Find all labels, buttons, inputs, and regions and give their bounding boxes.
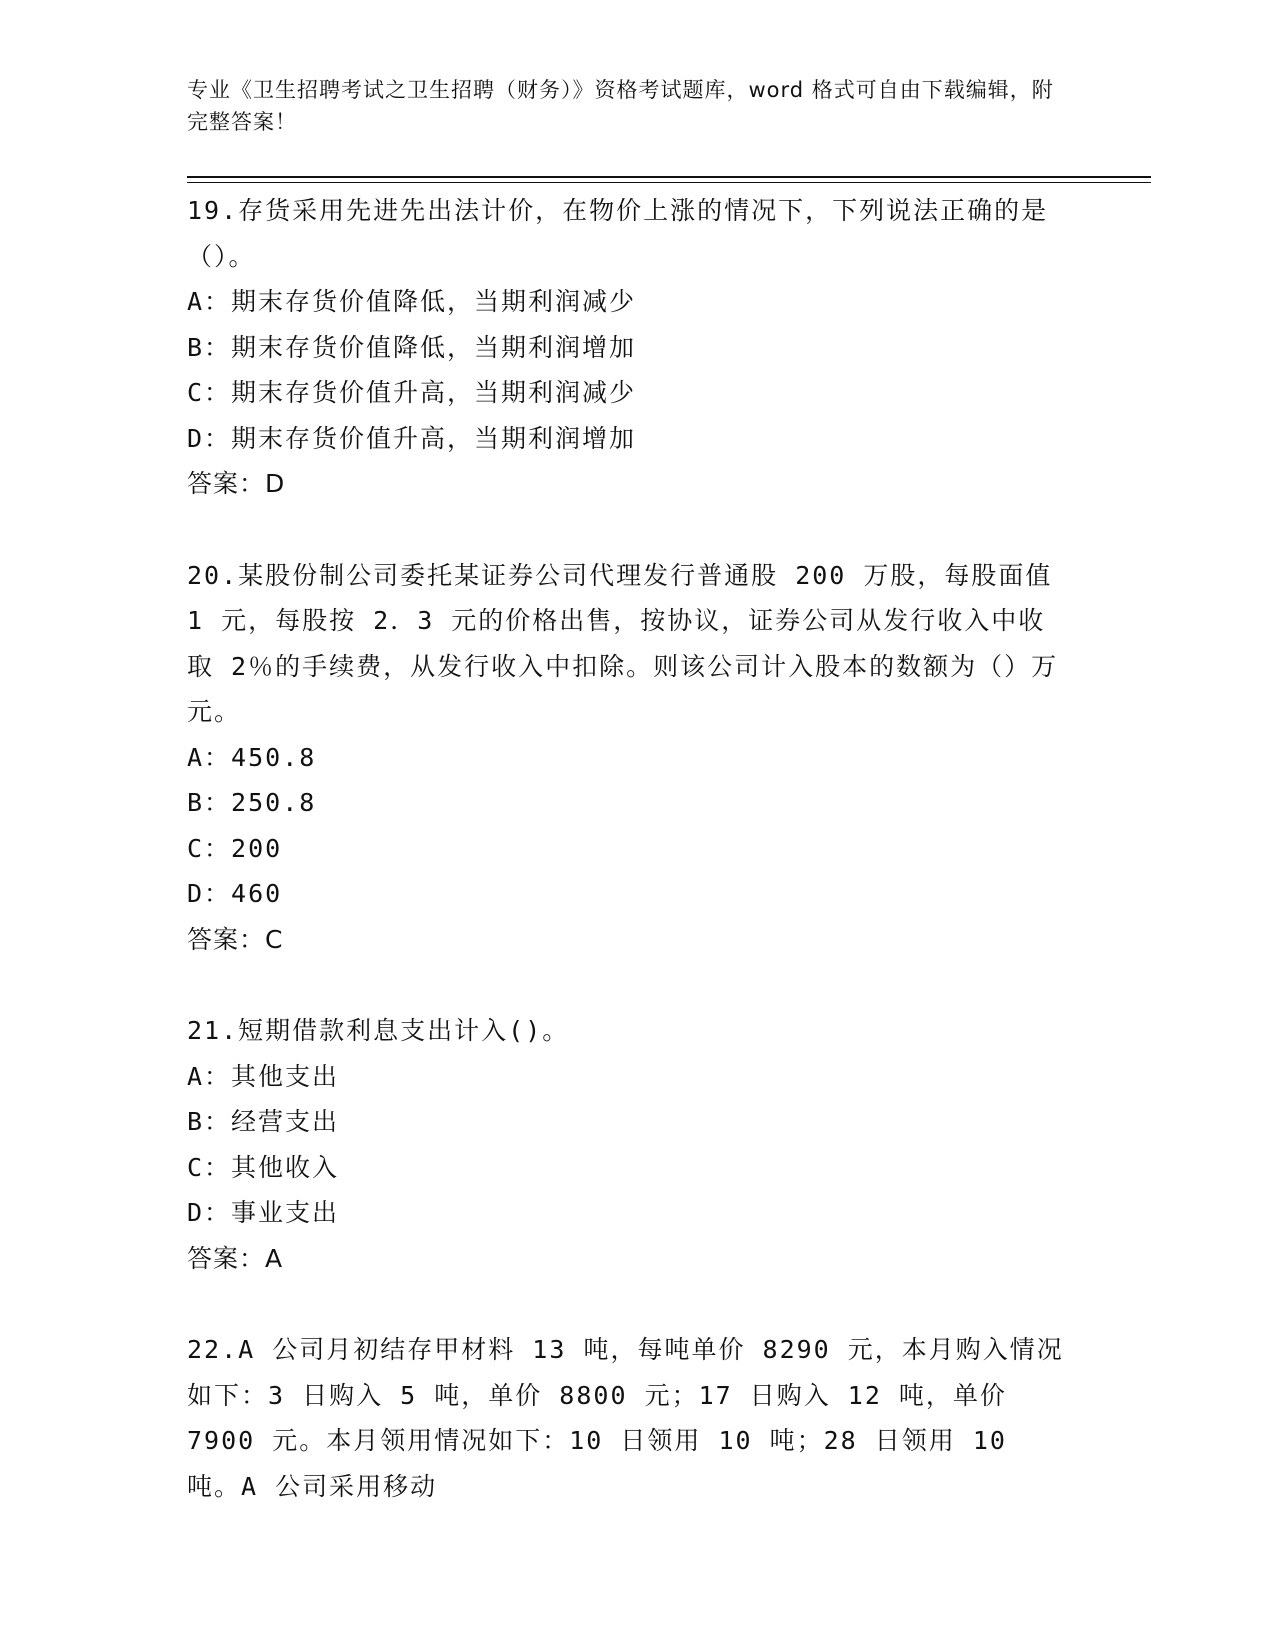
option-c: C：期末存货价值升高，当期利润减少 [187,378,637,407]
option-c: C：200 [187,833,283,863]
question-stem: 22.A 公司月初结存甲材料 13 吨，每吨单价 8290 元，本月购入情况如下：3 日购入 5 吨，单价 8800 元；17 日购入 12 吨，单价 7900 元。本月领用情况如下：10 日领用 10 吨；28 日领用 10 吨。A 公司采用移动 [187,1335,1064,1501]
option-c: C：其他收入 [187,1152,340,1182]
question-20 [187,553,1087,963]
question-19 [187,188,1087,507]
option-d: D：460 [187,879,283,908]
answer-line: 答案：D [187,469,286,498]
option-a: A：期末存货价值降低，当期利润减少 [187,287,637,316]
question-stem: 20.某股份制公司委托某证券公司代理发行普通股 200 万股，每股面值 1 元，每股按 2．3 元的价格出售，按协议，证券公司从发行收入中收取 2％的手续费，从发行收入中扣除。则该公司计入股本的数额为（）万元。 [187,560,1059,726]
option-d: D：事业支出 [187,1198,340,1227]
header-divider-thin [187,182,1151,183]
option-b: B：期末存货价值降低，当期利润增加 [187,332,637,362]
option-b: B：经营支出 [187,1107,340,1136]
option-a: A：其他支出 [187,1061,340,1091]
question-stem: 21.短期借款利息支出计入()。 [187,1016,570,1045]
header-divider-thick [187,176,1151,178]
document-header: 专业《卫生招聘考试之卫生招聘（财务）》资格考试题库，word 格式可自由下载编辑，附完整答案！ [187,78,1054,134]
question-21 [187,1008,1087,1281]
option-a: A：450.8 [187,742,317,772]
option-b: B：250.8 [187,788,317,817]
answer-line: 答案：A [187,1243,284,1273]
option-d: D：期末存货价值升高，当期利润增加 [187,423,637,453]
question-list [187,188,1087,1555]
question-22 [187,1327,1087,1509]
question-stem: 19.存货采用先进先出法计价，在物价上涨的情况下，下列说法正确的是（）。 [187,196,1049,271]
answer-line: 答案：C [187,924,284,954]
